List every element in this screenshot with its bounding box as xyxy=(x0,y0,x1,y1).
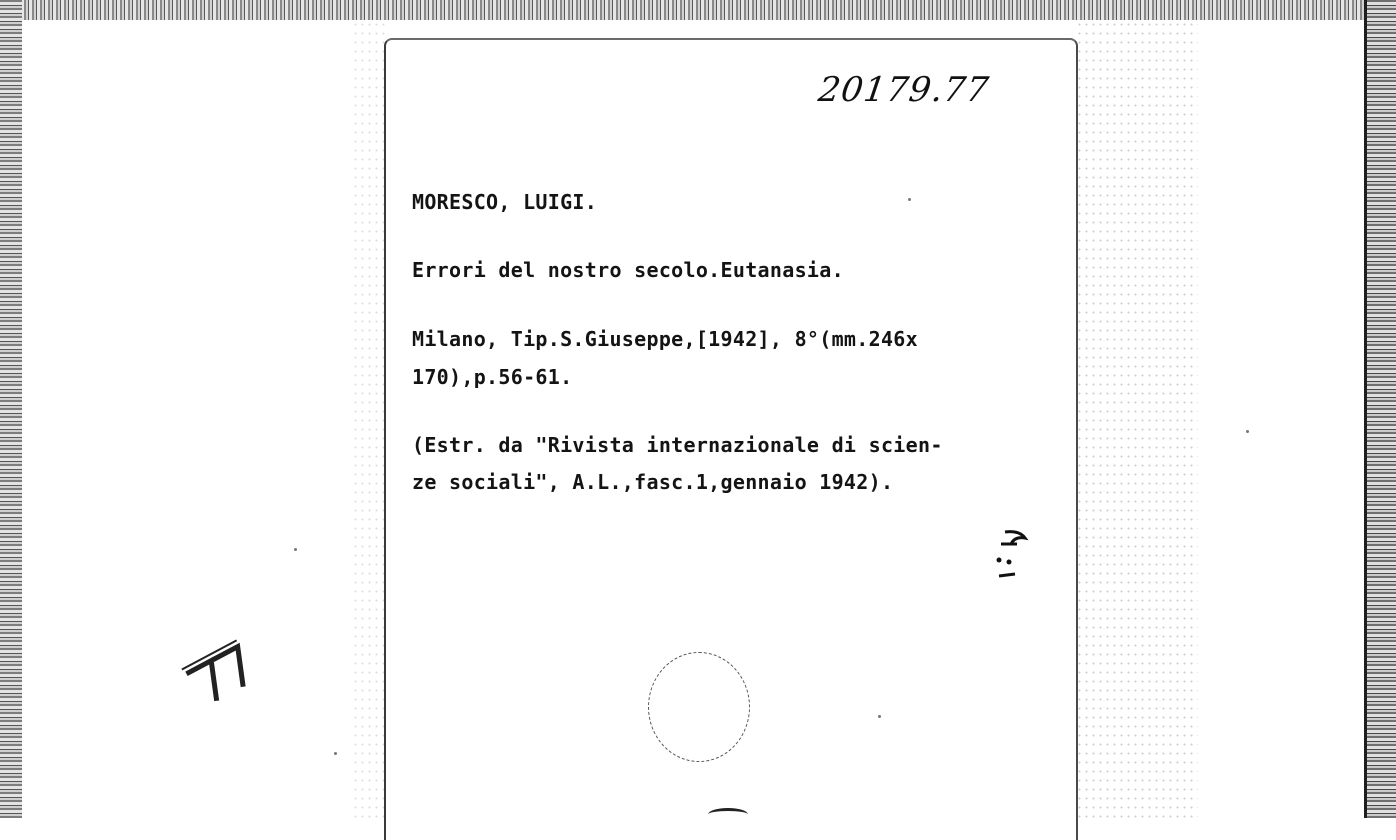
card-note-line-1: (Estr. da "Rivista internazionale di scien- xyxy=(412,433,943,457)
scan-top-edge xyxy=(0,0,1396,20)
card-note-line-2: ze sociali", A.L.,fasc.1,gennaio 1942). xyxy=(412,470,894,494)
paper-stipple-left xyxy=(352,20,386,818)
paper-speck xyxy=(878,715,881,718)
scan-right-border-line xyxy=(1364,0,1367,818)
card-imprint-line-2: 170),p.56-61. xyxy=(412,365,573,389)
punch-hole-icon xyxy=(648,652,750,762)
rod-hole-edge xyxy=(708,808,748,821)
paper-speck xyxy=(294,548,297,551)
accession-number: 20179.77 xyxy=(815,70,992,110)
paper-speck xyxy=(1246,430,1249,433)
scan-right-edge xyxy=(1366,0,1396,818)
scan-left-edge xyxy=(0,0,22,818)
paper-speck xyxy=(334,752,337,755)
paper-stipple-right xyxy=(1076,20,1198,818)
card-imprint-line-1: Milano, Tip.S.Giuseppe,[1942], 8°(mm.246x xyxy=(412,327,918,351)
paper-speck xyxy=(908,198,911,201)
handwritten-mark-icon xyxy=(985,526,1035,586)
card-author: MORESCO, LUIGI. xyxy=(412,190,598,214)
card-title: Errori del nostro secolo.Eutanasia. xyxy=(412,258,844,282)
